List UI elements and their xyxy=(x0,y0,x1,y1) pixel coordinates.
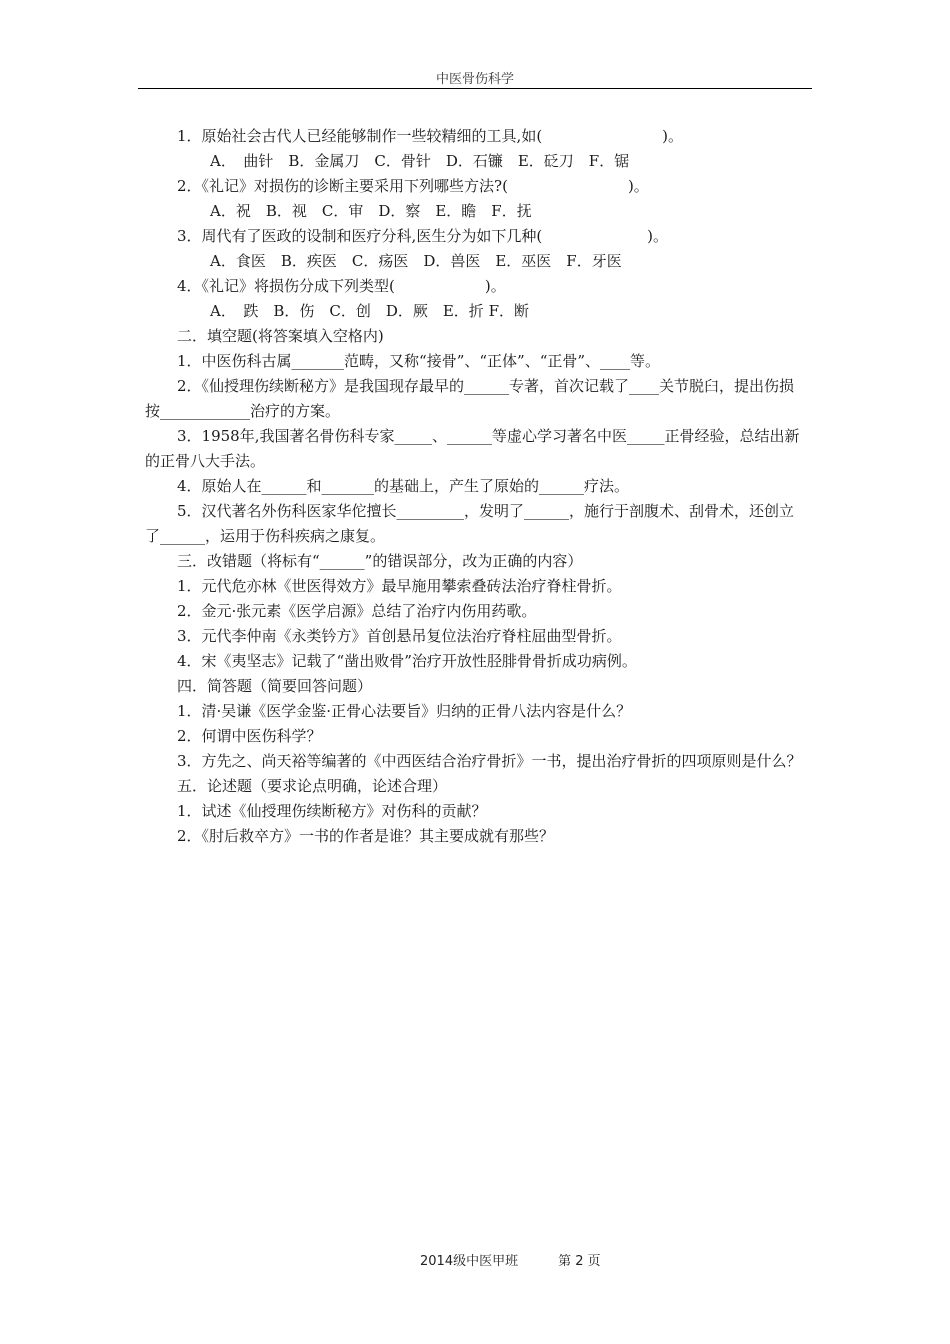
question-line: 2．《仙授理伤续断秘方》是我国现存最早的______专著，首次记载了____关节脱臼，提出伤损按____________治疗的方案。 xyxy=(145,377,795,420)
section-heading: 三．改错题（将标有“______”的错误部分，改为正确的内容） xyxy=(177,552,583,570)
question-line: 3．方先之、尚天裕等编著的《中西医结合治疗骨折》一书，提出治疗骨折的四项原则是什么？ xyxy=(177,752,802,770)
section-heading: 二．填空题(将答案填入空格内) xyxy=(177,327,384,345)
question-line: 2．《礼记》对损伤的诊断主要采用下列哪些方法?( )。 xyxy=(177,177,649,195)
options-line: A． 曲针 B．金属刀 C．骨针 D．石镰 E．砭刀 F．锯 xyxy=(210,152,630,170)
question-line: 4．宋《夷坚志》记载了“凿出败骨”治疗开放性胫腓骨骨折成功病例。 xyxy=(177,652,637,670)
question-line: 4．原始人在______和_______的基础上，产生了原始的______疗法。 xyxy=(177,477,630,495)
options-line: A． 跌 B．伤 C．创 D．厥 E．折 F．断 xyxy=(210,302,529,320)
question-line: 2．何谓中医伤科学？ xyxy=(177,727,322,745)
question-line: 1．试述《仙授理伤续断秘方》对伤科的贡献？ xyxy=(177,802,487,820)
section-heading: 五．论述题（要求论点明确，论述合理） xyxy=(177,777,448,795)
question-line: 1．原始社会古代人已经能够制作一些较精细的工具,如( )。 xyxy=(177,127,684,145)
question-line: 2．《肘后救卒方》一书的作者是谁？其主要成就有那些？ xyxy=(177,827,555,845)
question-line: 2．金元·张元素《医学启源》总结了治疗内伤用药歌。 xyxy=(177,602,537,620)
question-line: 3．1958年,我国著名骨伤科专家_____、______等虚心学习著名中医_____正骨经验，总结出新的正骨八大手法。 xyxy=(145,427,800,470)
footer-page-number: 第 2 页 xyxy=(558,1254,601,1269)
page-footer xyxy=(420,1250,641,1269)
page-header: 中医骨伤科学 xyxy=(138,68,812,89)
footer-class: 2014级中医甲班 xyxy=(420,1254,519,1269)
question-line: 3．元代李仲南《永类钤方》首创悬吊复位法治疗脊柱屈曲型骨折。 xyxy=(177,627,622,645)
question-line: 1．清·吴谦《医学金鉴·正骨心法要旨》归纳的正骨八法内容是什么？ xyxy=(177,702,632,720)
section-heading: 四．简答题（简要回答问题） xyxy=(177,677,373,695)
options-line: A．祝 B．视 C．审 D．察 E．瞻 F．抚 xyxy=(210,202,532,220)
question-line: 4．《礼记》将损伤分成下列类型( )。 xyxy=(177,277,506,295)
question-line: 1．中医伤科古属_______范畴，又称“接骨”、“正体”、“正骨”、____等。 xyxy=(177,352,661,370)
question-line: 5．汉代著名外伤科医家华佗擅长_________，发明了______，施行于剖腹术、刮骨术，还创立了______，运用于伤科疾病之康复。 xyxy=(145,502,795,545)
document-body xyxy=(145,124,809,849)
question-line: 3．周代有了医政的设制和医疗分科,医生分为如下几种( )。 xyxy=(177,227,669,245)
question-line: 1．元代危亦林《世医得效方》最早施用攀索叠砖法治疗脊柱骨折。 xyxy=(177,577,622,595)
options-line: A．食医 B．疾医 C．疡医 D．兽医 E．巫医 F．牙医 xyxy=(210,252,622,270)
